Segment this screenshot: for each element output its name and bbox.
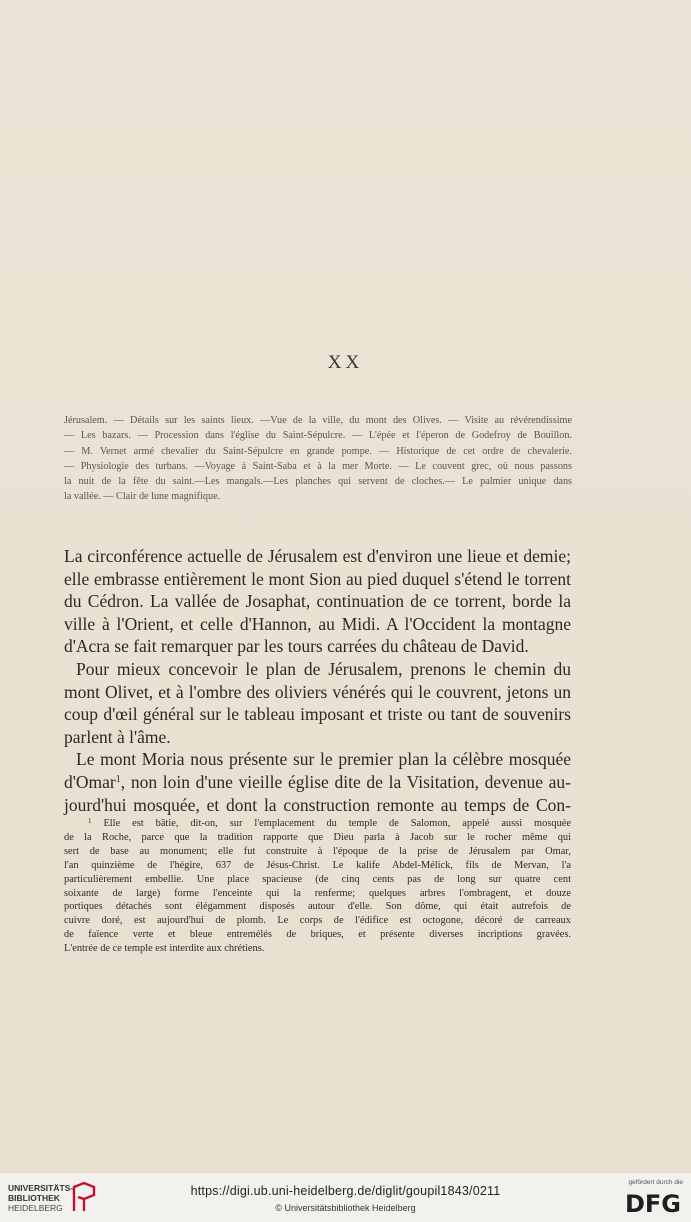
body-line: Le mont Moria nous présente sur le premier plan la célèbre mosquée: [76, 749, 571, 770]
body-line: jourd'hui mosquée, et dont la construction remonte au temps de Con-: [64, 794, 571, 815]
copyright-notice: © Universitätsbibliothek Heidelberg: [275, 1203, 416, 1213]
institution-line: UNIVERSITÄTS-: [8, 1183, 74, 1193]
body-line: mont Olivet, et à l'ombre des oliviers vénérés qui le couvrent, jetons un: [64, 681, 571, 702]
footnote-line: L'entrée de ce temple est interdite aux chrétiens.: [64, 943, 265, 955]
body-text: [64, 545, 571, 816]
body-line: d'Acra se fait remarquer par les tours carrées du château de David.: [64, 636, 529, 657]
footnote-line: soixante de large) forme l'enceinte qui la renferme; quelques arbres l'ombragent, et douze: [64, 887, 571, 899]
dfg-logo: DFG: [624, 1190, 681, 1218]
footnote-text: Elle est bâtie, dit-on, sur l'emplacement du temple de Salomon, appelé aussi mosquée: [103, 818, 571, 829]
footnote-line: sert de base au monument; elle fut construite à l'époque de la prise de Jérusalem par Omar,: [64, 845, 571, 857]
institution-line: BIBLIOTHEK: [8, 1193, 60, 1203]
footer-bar: [0, 1172, 691, 1222]
body-line: parlent à l'âme.: [64, 726, 171, 747]
summary-line: — Physiologie des turbans. —Voyage à Saint-Saba et à la mer Morte. — Le couvent grec, où nous passons: [64, 460, 572, 472]
body-line-with-note: [64, 771, 571, 794]
summary-line: la vallée. — Clair de lune magnifique.: [64, 491, 221, 503]
chapter-title: XX: [327, 352, 364, 373]
footnote-line: de faïence verte et bleue entremélés de briques, et présente diverses incriptions gravées.: [64, 929, 571, 941]
footnote-marker: 1: [88, 817, 92, 825]
summary-line: Jérusalem. — Détails sur les saints lieux. —Vue de la ville, du mont des Olives. — Visite au révérendissime: [64, 415, 572, 426]
footnote-line: l'an quinzième de l'hégire, 637 de Jésus-Christ. Le kalife Abdel-Mélick, fils de Mervan, l'a: [64, 859, 571, 871]
footnote: [64, 817, 571, 956]
institution-line: HEIDELBERG: [8, 1203, 63, 1213]
body-line: elle embrasse entièrement le mont Sion au pied duquel s'étend le torrent: [64, 568, 571, 589]
footnote-line: particulièrement embellie. Une place spacieuse (de cinq cents pas de long sur quatre cent: [64, 873, 571, 885]
body-fragment: , non loin d'une vieille église dite de la Visitation, devenue au-: [120, 771, 571, 792]
summary-line: — Les bazars. — Procession dans l'église du Saint-Sépulcre. — L'épée et l'éperon de Godefroy de Bouillon.: [64, 430, 572, 442]
document-url-link[interactable]: https://digi.ub.uni-heidelberg.de/diglit/goupil1843/0211: [190, 1184, 501, 1198]
footnote-line: cuivre doré, est aujourd'hui de plomb. Le corps de l'édifice est octogone, décoré de carreaux: [64, 915, 571, 927]
footnote-reference: 1: [115, 773, 121, 785]
footnote-line: portiques détachés sont élégamment disposés autour d'elle. Son dôme, qui était autrefois de: [64, 901, 571, 913]
funding-caption: gefördert durch die: [628, 1179, 683, 1186]
summary-line: la nuit de la fête du saint.—Les mangals.—Les planches qui servent de cloches.— Le palmier unique dans: [64, 476, 572, 488]
body-line: ville à l'Orient, et celle d'Hannon, au Midi. A l'Occident la montagne: [64, 613, 571, 634]
summary-line: — M. Vernet armé chevalier du Saint-Sépulcre en grande pompe. — Historique de cet ordre de chevalerie.: [64, 445, 572, 457]
body-line: du Cédron. La vallée de Josaphat, continuation de ce torrent, borde la: [64, 591, 571, 612]
body-line: coup d'œil général sur le tableau imposant et triste ou tant de souvenirs: [64, 704, 571, 725]
body-fragment: d'Omar: [64, 771, 116, 792]
footnote-line: de la Roche, parce que la tradition rapporte que Dieu parla à Jacob sur le rocher même qui: [64, 831, 571, 843]
body-line: Pour mieux concevoir le plan de Jérusalem, prenons le chemin du: [76, 658, 571, 679]
chapter-summary: [64, 413, 572, 505]
footnote-line: [64, 817, 571, 831]
body-line: La circonférence actuelle de Jérusalem est d'environ une lieue et demie;: [64, 546, 571, 566]
